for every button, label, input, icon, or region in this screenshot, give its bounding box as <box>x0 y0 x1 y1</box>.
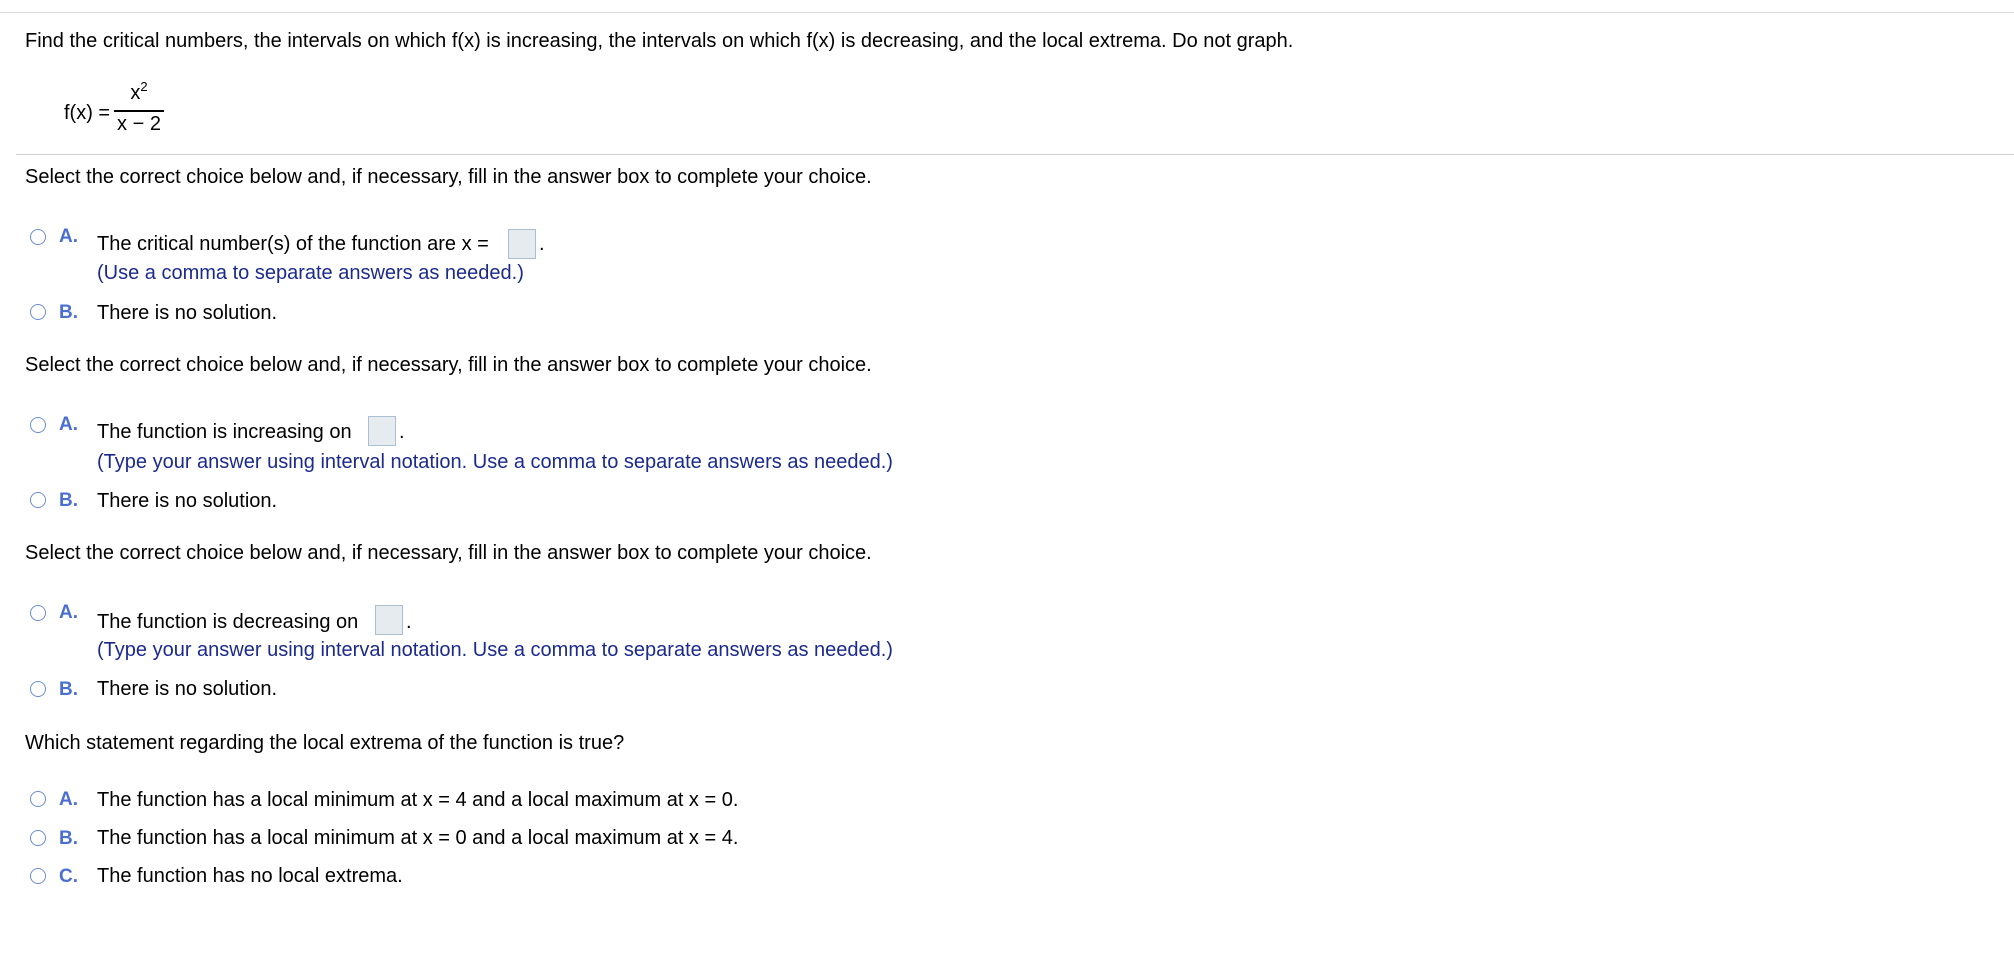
part3-choice-a-radio[interactable] <box>30 605 46 621</box>
part2-choice-a-hint: (Type your answer using interval notation. Use a comma to separate answers as needed.) <box>97 451 893 473</box>
part1-choice-a-radio[interactable] <box>30 229 46 245</box>
part1-choice-a-letter: A. <box>59 226 78 247</box>
function-numerator: $x^2$ <box>130 79 148 104</box>
function-denominator: x − 2 <box>117 112 161 135</box>
part1-instruction: Select the correct choice below and, if necessary, fill in the answer box to complete your choice. <box>25 166 872 188</box>
function-lhs: f(x) = <box>64 102 111 124</box>
part2-choice-a-letter: A. <box>59 414 78 435</box>
part4-instruction: Which statement regarding the local extrema of the function is true? <box>25 732 625 754</box>
question-prompt: Find the critical numbers, the intervals on which f(x) is increasing, the intervals on which f(x) is decreasing, and the local extrema. Do not graph. <box>25 30 1294 52</box>
part3-choice-a-letter: A. <box>59 602 78 623</box>
part2-choice-a-radio[interactable] <box>30 417 46 433</box>
part1-choice-b-radio[interactable] <box>30 304 46 320</box>
part4-choice-c-text: The function has no local extrema. <box>97 865 403 887</box>
part2-choice-a-text: The function is increasing on <box>97 421 352 443</box>
part1-choice-a-text: The critical number(s) of the function are x = <box>97 233 489 255</box>
part3-choice-b-radio[interactable] <box>30 681 46 697</box>
part3-instruction: Select the correct choice below and, if necessary, fill in the answer box to complete your choice. <box>25 542 872 564</box>
part3-choice-b-letter: B. <box>59 679 78 700</box>
part1-choice-b-letter: B. <box>59 302 78 323</box>
part3-choice-b-text: There is no solution. <box>97 678 278 700</box>
part2-instruction: Select the correct choice below and, if necessary, fill in the answer box to complete your choice. <box>25 354 872 376</box>
part4-choice-b-letter: B. <box>59 828 78 849</box>
part4-choice-c-radio[interactable] <box>30 868 46 884</box>
part2-choice-b-letter: B. <box>59 490 78 511</box>
decreasing-interval-answer-box[interactable] <box>375 605 403 635</box>
part3-choice-a-hint: (Type your answer using interval notation. Use a comma to separate answers as needed.) <box>97 639 893 661</box>
function-fraction <box>114 76 164 136</box>
part2-choice-b-text: There is no solution. <box>97 490 278 512</box>
critical-numbers-answer-box[interactable] <box>508 229 536 259</box>
part1-choice-b-text: There is no solution. <box>97 302 278 324</box>
part4-choice-a-text: The function has a local minimum at x = 4 and a local maximum at x = 0. <box>97 789 739 811</box>
part3-choice-a-suffix: . <box>406 611 412 633</box>
part4-choice-b-radio[interactable] <box>30 830 46 846</box>
part1-choice-a-suffix: . <box>539 233 545 255</box>
part1-choice-a-hint: (Use a comma to separate answers as needed.) <box>97 262 524 284</box>
section-divider <box>16 154 2014 155</box>
part2-choice-b-radio[interactable] <box>30 492 46 508</box>
part4-choice-a-letter: A. <box>59 789 78 810</box>
part4-choice-a-radio[interactable] <box>30 791 46 807</box>
part3-choice-a-text: The function is decreasing on <box>97 611 359 633</box>
part4-choice-c-letter: C. <box>59 866 78 887</box>
part4-choice-b-text: The function has a local minimum at x = 0 and a local maximum at x = 4. <box>97 827 739 849</box>
part2-choice-a-suffix: . <box>399 421 405 443</box>
top-divider <box>0 12 2014 13</box>
increasing-interval-answer-box[interactable] <box>368 416 396 446</box>
